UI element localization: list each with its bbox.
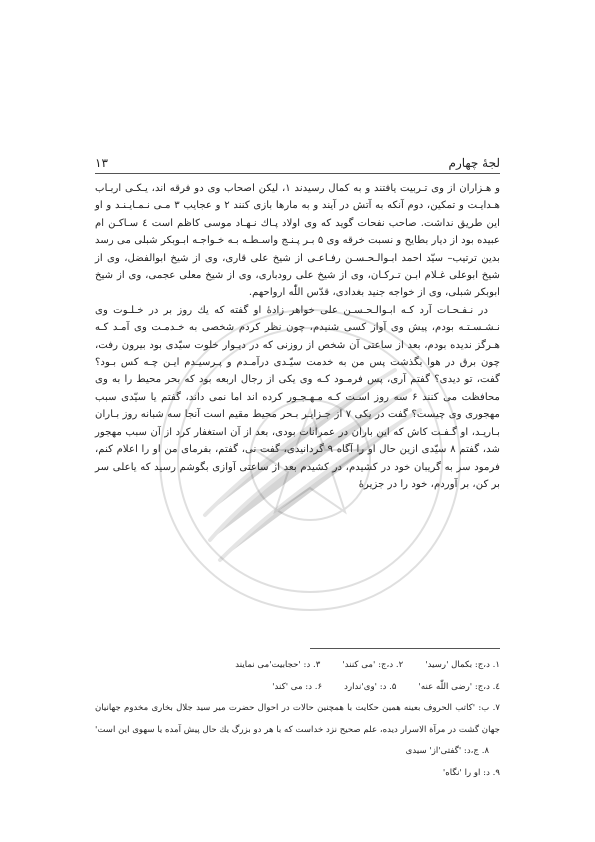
footnote-2: ۲. د،ج: 'می کنند' xyxy=(342,660,404,670)
footnote-row-2 xyxy=(95,677,500,699)
footnote-row-1 xyxy=(95,655,500,677)
body-text xyxy=(95,180,500,493)
paragraph-1: و هـزاران از وی تـربیت یافتند و به کمال رسیدند ۱، لیکن اصحاب وی دو فرقه اند، یـکـی اربـاب هـدایـت و تمکین، دوم آنکه به آتش در آیند و به مارها بازی کنند ۲ و عجایب ۳ مـی نـمـایـنـد و او این طریق نداشت. صاحب نفحات گوید که وی اولاد پـاك نـهـاد موسی کاظم است ٤ سـاکـن ام عبیده بود از دیار بطایح و نسبت خرقه وی ۵ بـر پـنـج واسـطـه بـه خـواجـه ابـوبکر شبلی می رسد بدین ترتیب– سیّد احمد ابـوالـحـسـن رفـاعـی از شیخ علی قاری، وی از شیخ ابوالفضل، وی از شیخ ابوعلی غـلام ابـن تـرکـان، وی از شیخ علی رودباری، وی از شیخ معلی عجمی، وی از شیخ ابوبکر شبلی، وی از خواجه جنید بغدادی، قدّس اللّٰه ارواحهم. xyxy=(95,183,500,299)
paragraph-2: در نـفـحـات آرد کـه ابـوالـحـسـن علی خواهر زادهٔ او گفته که یك روز بر در خـلـوت وی نـشـسـتـه بودم، پیش وی آواز کسی شنیدم، چون نظر کردم شخصی به خـدمـت وی آمـد کـه هـرگز ندیده بودم، بعد از ساعتی آن شخص از روزنی که در دیـوار خلوت سیّدی بود بیرون رفت، چون برق در هوا بگذشت پس من به خدمت سیّـدی درآمـدم و پـرسیـدم ایـن چـه کس بـود؟ گفت، تو دیدی؟ گفتم آری، پس فرمـود کـه وی یکی از رجال اربعه بود که بحر محیط را به وی محافظت می کنند ۶ سه روز اسـت کـه مـهـجـور کرده اند اما نمی داند، گفتم یا سیّدی سبب مهجوری وی چیست؟ گفت در یکی ۷ از جـزایـر بـحر محیط مقیم است آنجا سه شبانه روز بـاران بـاریـد، او گـفـت کاش که این باران در عمرانات بودی، بعد از آن استغفار کرد از آن سبب مهجور شد، گفتم ۸ سیّدی ازین حال او را آگاه ۹ گردانیدی، گفت نی، گفتم، بفرمای من او را اعلام کنم، فرمود سر به گریبان خود در کشیدم، در کشیدم بعد از ساعتی آوازی بگوشم رسید که یاعلی سر بر کن، بر آوردم، خود را در جزیرهٔ xyxy=(95,304,500,490)
footnote-9: ۹. د: او را 'نگاه' xyxy=(442,767,500,778)
footnotes xyxy=(95,655,500,784)
chapter-title: لجهٔ چهارم xyxy=(448,156,500,170)
footnote-7 xyxy=(95,698,500,763)
header-rule xyxy=(95,173,500,174)
page-header xyxy=(95,150,500,170)
footnote-4: ٤. د،ج: 'رضی اللّٰه عنه' xyxy=(418,681,500,692)
footnote-6: ۶. د: می 'کند' xyxy=(272,681,323,692)
footnote-row-4 xyxy=(95,763,500,785)
page-number: ۱۳ xyxy=(95,156,108,170)
footnote-1: ۱. د،ج: بکمال 'رسید' xyxy=(425,660,500,670)
footnote-7-text: ۷. ب: 'کاتب الحروف بعینه همین حکایت با همچنین حالات در احوال حضرت میر سید جلال بخاری مخدوم جهانیان جهان گشت در مرآة الاسرار دیده، علم صحیح نزد خداست که با هر دو بزرگ یك حال پیش آمده یا سهوی این است' xyxy=(95,703,500,735)
footnote-rule xyxy=(310,648,500,649)
footnote-5: ۵. د: 'وی'ندارد xyxy=(344,681,397,692)
footnote-3: ۳. د: 'حجابیت'می نمایند xyxy=(235,660,321,670)
footnote-8: ۸. ج،د: 'گفتی'از' سیدی xyxy=(405,746,490,756)
